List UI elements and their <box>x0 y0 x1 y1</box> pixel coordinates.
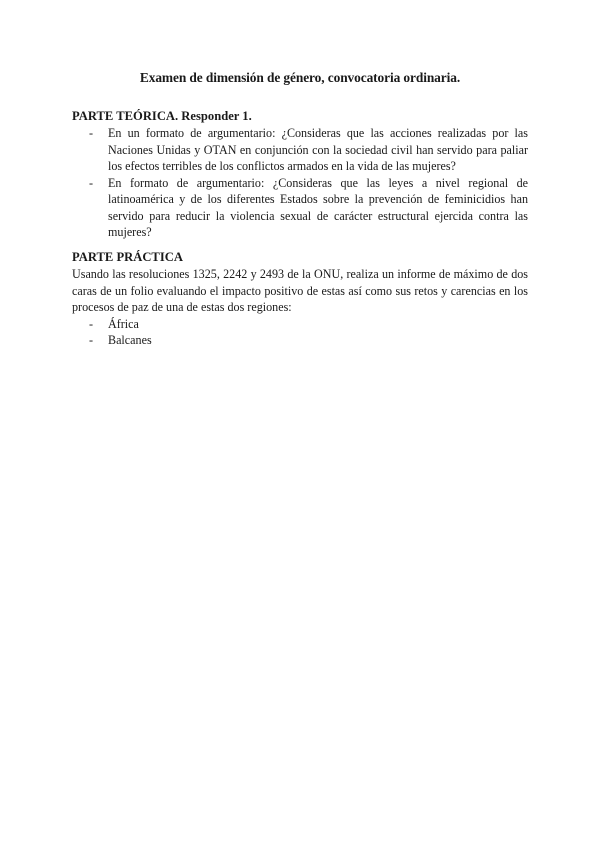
region-list <box>72 316 528 349</box>
theory-question-list <box>72 125 528 241</box>
document-title: Examen de dimensión de género, convocatoria ordinaria. <box>139 70 461 85</box>
practice-instructions: Usando las resoluciones 1325, 2242 y 2493 de la ONU, realiza un informe de máximo de dos caras de un folio evaluando el impacto positivo de estas así como sus retos y carencias en los procesos de paz de una de estas dos regiones: <box>72 267 528 314</box>
practice-section <box>72 249 528 349</box>
theory-section <box>72 108 528 241</box>
region-item-balcanes: - Balcanes <box>72 332 528 349</box>
region-item-africa: - África <box>72 316 528 333</box>
theory-question-1: - En un formato de argumentario: ¿Consideras que las acciones realizadas por las Naciones Unidas y OTAN en conjunción con la sociedad civil han servido para paliar los efectos terribles de los conflictos armados en la vida de las mujeres? <box>72 125 528 175</box>
practice-heading: PARTE PRÁCTICA <box>72 250 183 264</box>
theory-heading: PARTE TEÓRICA. Responder 1. <box>72 109 252 123</box>
theory-question-2: - En formato de argumentario: ¿Consideras que las leyes a nivel regional de latinoamérica y de los diferentes Estados sobre la prevención de feminicidios han servido para reducir la violencia sexual de carácter estructural ejercida contra las mujeres? <box>72 175 528 241</box>
